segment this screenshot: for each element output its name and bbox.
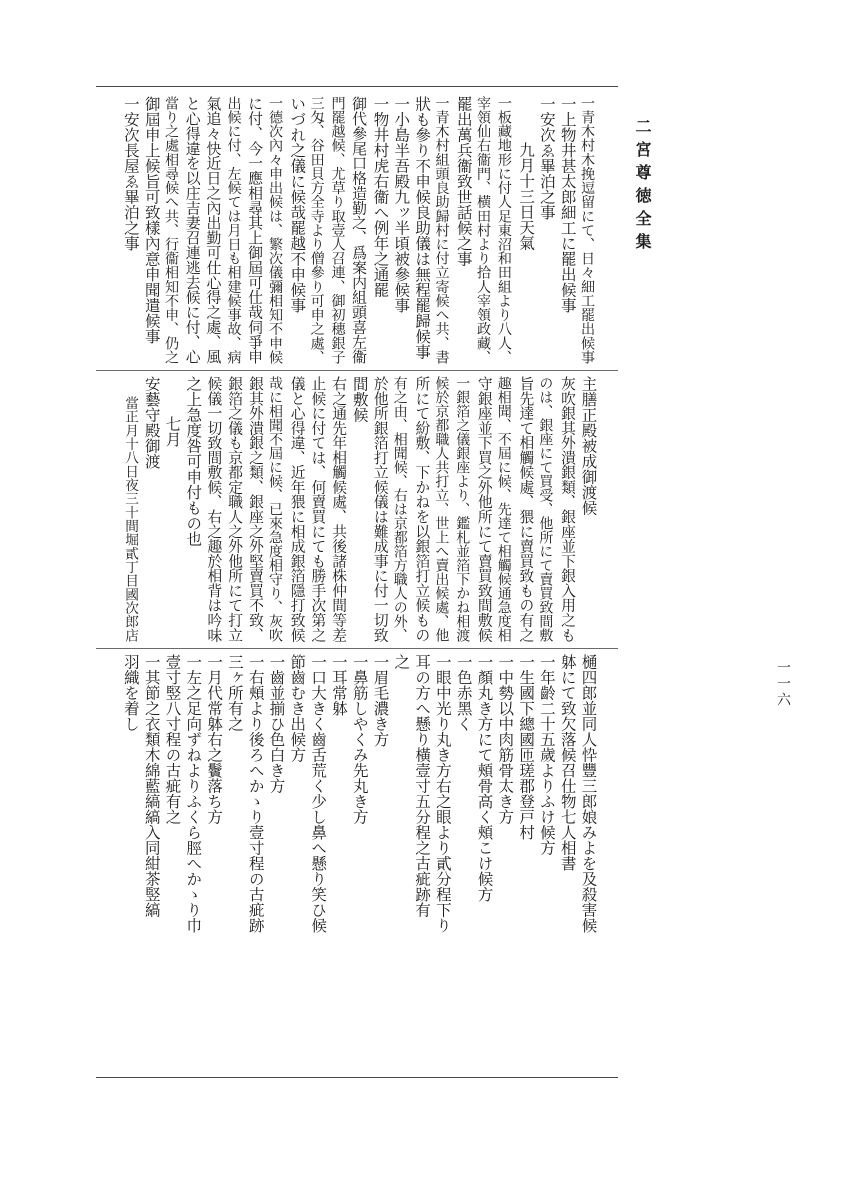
text-line: 罷出萬兵衞致世話候之事 (454, 96, 473, 267)
text-line: 候儀一切致間敷候、右之趣於相背は吟味 (205, 376, 223, 643)
text-line: 有之由、相聞候、右は京都箔方職人の外、 (391, 376, 408, 642)
text-line: 一眉毛濃き方 (371, 654, 390, 747)
text-line: 一口大きく齒舌荒く少し鼻へ懸り笑ひ候 (309, 654, 328, 933)
text-line: 安藝守殿御渡 (142, 376, 161, 469)
text-line: 一鼻筋しやくみ先丸き方 (350, 654, 369, 825)
text-line: 候於京都職人共打立、世上へ賣出候處、他 (433, 376, 450, 642)
text-line: 三匁、谷田貝方全寺より僧參り可申之處、 (308, 96, 325, 365)
text-line: 一中勢以中肉筋骨太き方 (496, 654, 515, 825)
text-line: 趣相聞、不屆に候、先達て相觸候通急度相 (495, 376, 512, 642)
text-line: 儀と心得違、近年猥に相成銀箔隱打致候 (288, 376, 306, 643)
text-line: 耳の方へ懸り橫壹寸五分程之古疵跡有 (413, 654, 432, 918)
text-line: 一德次內々申出候は、繁次儀彌相知不申候 (267, 96, 284, 365)
text-line: 節齒むき出候方 (288, 654, 307, 763)
text-line: 一板藏地形に付人足東沼和田組より八人、 (495, 96, 512, 365)
text-line: 一小島半吾殿九ッ半頃被參候事 (392, 96, 411, 313)
text-line: 宰領仙右衞門、横田村より拾人宰領政藏、 (475, 96, 492, 365)
text-line: 一其節之衣類木綿藍縞縞入同紺茶竪縞 (142, 654, 161, 918)
text-line: 主膳正殿被成御渡候 (579, 376, 598, 516)
text-line: 一銀箔之儀銀座より、鑑札並箔下かね相渡 (454, 376, 471, 642)
text-line: 氣追々快近日之內出勤可仕心得之處、風 (204, 96, 223, 365)
text-line: 一物井村虎右衞へ例年之通罷 (371, 96, 390, 298)
text-line: 一齒並揃ひ色白き方 (267, 654, 286, 794)
text-line: 當り之處相尋候へ共、行衞相知不申、仍之 (163, 96, 180, 365)
text-line: 出候に付、左候ては月日も相建候事故、病 (225, 96, 242, 365)
text-line: 一青木村組頭良助歸村に付立寄候へ共、書 (433, 96, 450, 365)
text-line: 九月十三日天氣 (517, 142, 536, 251)
text-line: 一月代常躰右之鬢落ち方 (205, 654, 224, 825)
text-line: 御屆申上候旨可致樣內意申聞遣候事 (142, 96, 161, 344)
text-line: 守銀座並下買之外他所にて賣買致間敷候 (475, 376, 493, 643)
text-line: 於他所銀箔打立候儀は難成事に付一切致 (371, 376, 389, 643)
text-line: 旨先達て相觸候處、猥に賣買致もの有之 (517, 376, 535, 643)
text-line: 灰吹銀其外潰銀類、銀座並下銀入用之も (558, 376, 576, 643)
text-line: 羽織を着し (121, 654, 140, 732)
text-line: 一生國下總國匝瑳郡登戸村 (517, 654, 536, 840)
section-divider-upper (96, 370, 618, 371)
text-line: のは、銀座にて買受、他所にて賣買致間敷 (537, 376, 554, 642)
text-line: 一左之足向ずねよりふくら脛へかゝり巾 (184, 654, 203, 933)
text-line: 一顏丸き方にて頰骨高く頰こけ候方 (475, 654, 494, 902)
text-line: 一青木村木挽逗留にて、日々細工罷出候事 (579, 96, 596, 365)
page-header-title: 二宮尊徳全集 (633, 118, 652, 256)
text-line: 門罷越候、尤草り取壹人召連、御初穗銀子 (329, 96, 346, 365)
text-line: 一眼中光り丸き方右之眼より貳分程下り (433, 654, 452, 933)
text-line: 銀箔之儀も京都定職人之外他所にて打立 (226, 376, 244, 643)
text-line: 壹寸竪八寸程の古疵有之 (163, 654, 182, 825)
text-line: 間敷候 (350, 376, 369, 423)
text-line: いづれ之儀に候哉罷越不申候事 (288, 96, 307, 313)
text-line: 一色赤黑く (454, 654, 473, 732)
text-line: 當正月十八日夜三十間堀貳丁目國次郎店 (122, 396, 139, 643)
text-line: 狀も參り不申候良助儀は無程罷歸候事 (413, 96, 432, 360)
text-line: と心得違を以庄吉妻召連逃去候に付、心 (183, 96, 202, 365)
text-line: 之上急度咎可申付もの也 (184, 376, 203, 547)
text-line: 一安次長屋ゑ畢泊之事 (121, 96, 140, 251)
text-line: 七月 (163, 416, 182, 447)
text-line: 樋四郎並同人忰豐三郎娘みよを及殺害候 (579, 654, 598, 933)
text-line: 一上物井甚太郎細工に罷出候事 (558, 96, 577, 313)
text-line: 御代參尾口格造勤之、爲案内組頭喜左衞 (350, 96, 369, 365)
text-line: 銀其外潰銀之類、銀座之外堅賣買不致、 (246, 376, 264, 643)
text-line: 一右頰より後ろへかゝり壹寸程の古疵跡 (246, 654, 265, 933)
page-number: 一一六 (775, 660, 791, 708)
section-divider-lower (96, 648, 618, 649)
text-line: に付、今一應相尋其上御屆可仕哉伺爭申 (246, 96, 265, 365)
text-line: 止候に付ては、何賣買にても勝手次第之 (309, 376, 327, 643)
text-line: 躰にて致欠落候召仕物七人相書 (558, 654, 577, 871)
text-line: 一安次ゑ畢泊之事 (537, 96, 556, 220)
text-line: 三ヶ所有之 (225, 654, 244, 732)
text-line: 所にて紛敷、下かねを以銀箔打立候もの (413, 376, 431, 643)
text-line: 哉に相聞不屆に候、已來急度相守り、灰吹 (267, 376, 283, 642)
text-line: 右之通先年相觸候處、共後諸株仲間等差 (330, 376, 348, 643)
text-line: 之 (392, 654, 411, 670)
text-line: 一耳常躰 (329, 654, 348, 716)
text-line: 一年齡二十五歲よりふけ候方 (537, 654, 556, 856)
